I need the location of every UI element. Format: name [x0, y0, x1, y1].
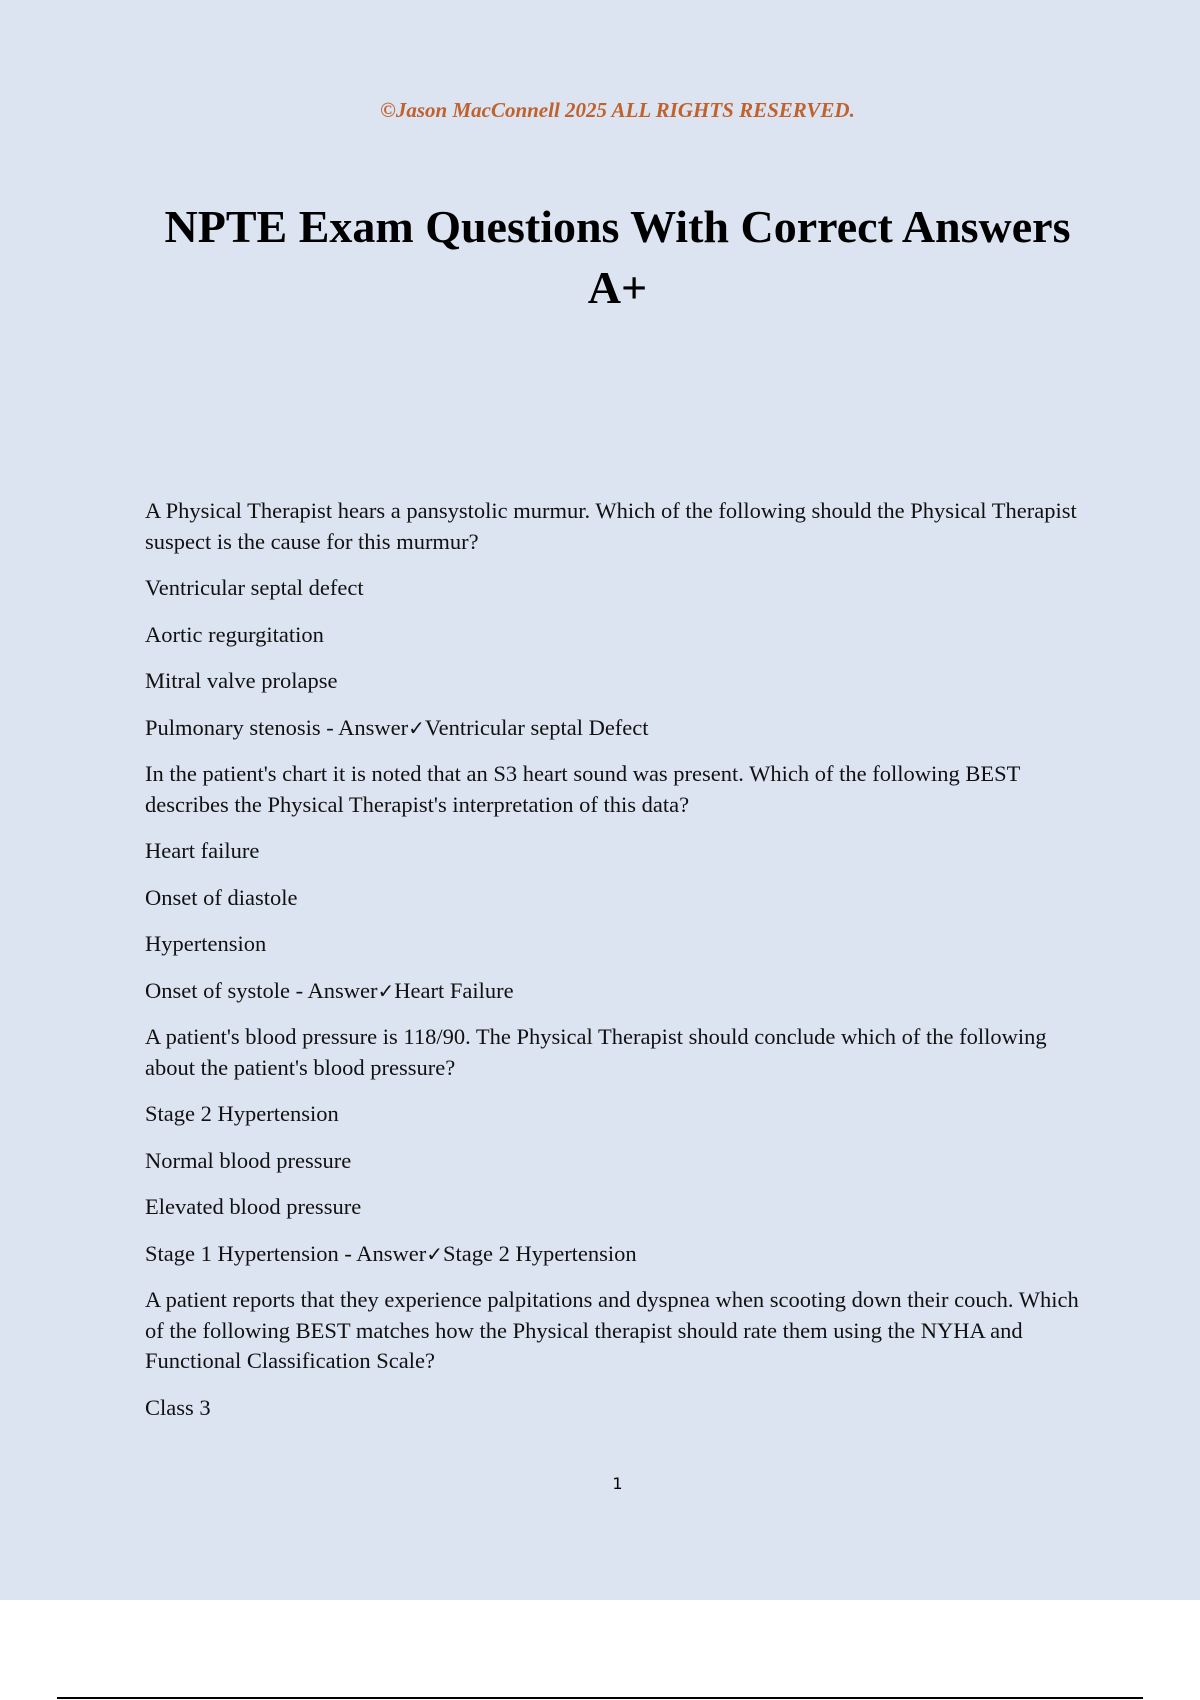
answer-option-with-key	[145, 1239, 1095, 1270]
answer-option: Mitral valve prolapse	[145, 668, 338, 693]
answer-option-with-key	[145, 976, 1095, 1007]
check-mark-icon: ✓	[426, 1241, 443, 1266]
correct-answer: Ventricular septal Defect	[424, 714, 649, 740]
answer-option: Aortic regurgitation	[145, 621, 324, 647]
document-title: NPTE Exam Questions With Correct Answers A+	[164, 201, 1071, 313]
answer-option: Elevated blood pressure	[145, 1194, 362, 1219]
answer-option: Onset of systole	[145, 977, 290, 1003]
answer-separator: - Answer	[338, 1240, 427, 1266]
answer-option: Stage 1 Hypertension	[145, 1240, 339, 1266]
copyright-notice: ©Jason MacConnell 2025 ALL RIGHTS RESERVED.	[380, 98, 855, 122]
answer-option: Ventricular septal defect	[145, 575, 364, 600]
answer-option: Pulmonary stenosis	[145, 714, 321, 740]
answer-separator: - Answer	[290, 977, 378, 1003]
answer-option: Stage 2 Hypertension	[145, 1101, 339, 1126]
check-mark-icon: ✓	[377, 978, 395, 1003]
answer-option: Heart failure	[145, 838, 260, 863]
answer-option: Hypertension	[145, 931, 267, 956]
correct-answer: Heart Failure	[394, 977, 514, 1003]
question-prompt: A patient's blood pressure is 118/90. The Physical Therapist should conclude which of the following about the patient's blood pressure?	[145, 1024, 1047, 1080]
question-prompt: In the patient's chart it is noted that an S3 heart sound was present. Which of the following BEST describes the Physical Therapist's interpretation of this data?	[145, 761, 1020, 817]
answer-option-with-key	[145, 713, 1095, 744]
answer-option: Onset of diastole	[145, 884, 298, 910]
question-prompt: A Physical Therapist hears a pansystolic murmur. Which of the following should the Physical Therapist suspect is the cause for this murmur?	[145, 498, 1077, 554]
correct-answer: Stage 2 Hypertension	[442, 1240, 637, 1266]
page-number: 1	[612, 1474, 623, 1493]
question-prompt: A patient reports that they experience palpitations and dyspnea when scooting down their couch. Which of the following BEST matches how the Physical therapist should rate them using the NYHA and Functional Classification Scale?	[145, 1287, 1079, 1373]
check-mark-icon: ✓	[408, 715, 425, 740]
question-list	[145, 496, 1095, 1439]
page-divider	[57, 1697, 1143, 1699]
answer-option: Class 3	[145, 1394, 211, 1420]
answer-separator: - Answer	[320, 714, 409, 740]
answer-option: Normal blood pressure	[145, 1147, 352, 1173]
